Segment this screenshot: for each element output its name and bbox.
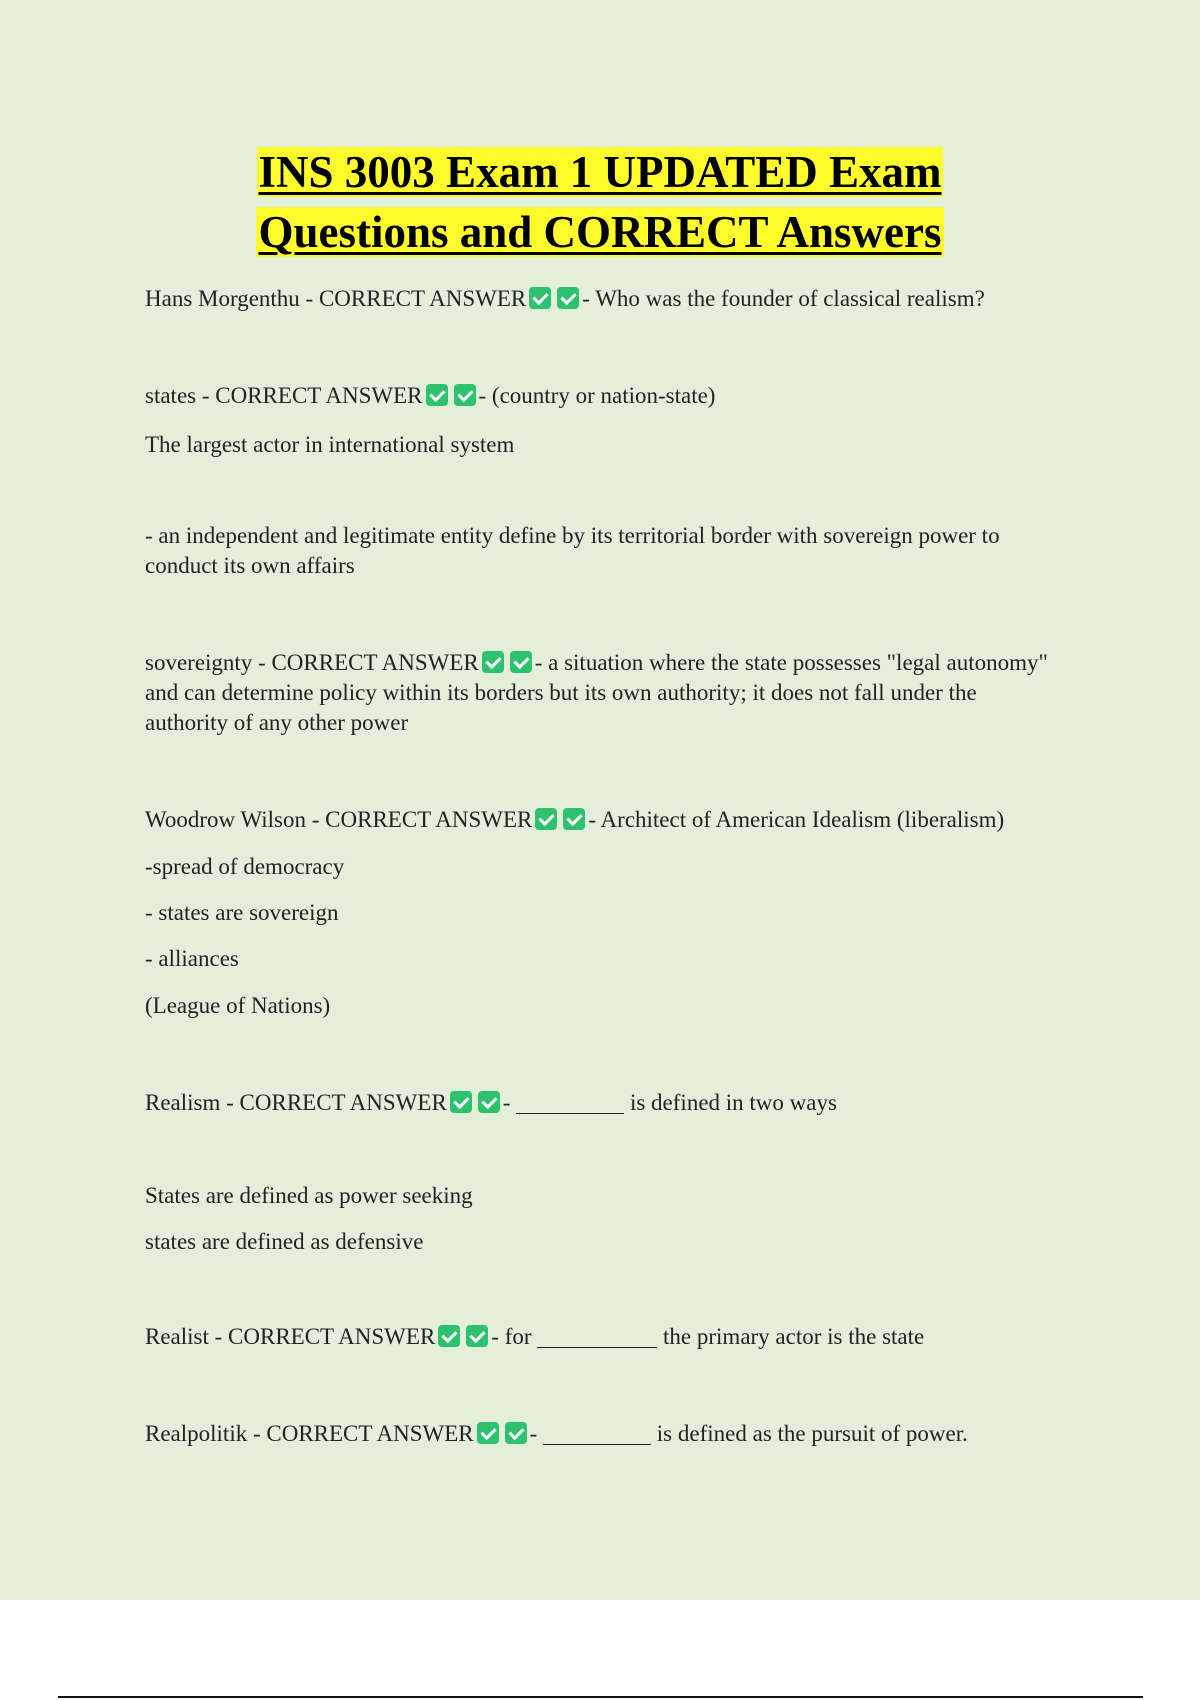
check-box-icon [466, 1325, 488, 1347]
check-box-icon [426, 384, 448, 406]
check-box-icon [510, 651, 532, 673]
qa-answer: - (country or nation-state) [478, 383, 716, 408]
qa-extra-line: (League of Nations) [145, 993, 331, 1018]
answer-blank [516, 1091, 624, 1114]
qa-item-4 [145, 805, 1065, 835]
document-title [0, 142, 1200, 262]
qa-item-2 [145, 381, 1065, 411]
check-box-icon [438, 1325, 460, 1347]
check-box-icon [450, 1091, 472, 1113]
qa-term: sovereignty - CORRECT ANSWER [145, 650, 479, 675]
qa-extra-line: -spread of democracy [145, 854, 345, 879]
footer-rule [58, 1696, 1143, 1698]
qa-item-5 [145, 1088, 1065, 1118]
answer-blank [543, 1422, 651, 1445]
qa-item-6 [145, 1322, 1065, 1352]
check-box-icon [505, 1422, 527, 1444]
qa-extra-line: - an independent and legitimate entity define by its territorial border with sovereign power to conduct its own affairs [145, 523, 1000, 578]
check-box-icon [478, 1091, 500, 1113]
qa-extra-line: - alliances [145, 946, 239, 971]
qa-answer-post: is defined as the pursuit of power. [651, 1421, 968, 1446]
qa-term: states - CORRECT ANSWER [145, 383, 423, 408]
check-box-icon [482, 651, 504, 673]
qa-extra-line: states are defined as defensive [145, 1229, 424, 1254]
qa-term: Woodrow Wilson - CORRECT ANSWER [145, 807, 533, 832]
qa-term: Realist - CORRECT ANSWER [145, 1324, 436, 1349]
check-box-icon [535, 808, 557, 830]
qa-item-1 [145, 284, 1065, 314]
check-box-icon [454, 384, 476, 406]
check-box-icon [557, 287, 579, 309]
qa-answer-post: the primary actor is the state [657, 1324, 925, 1349]
qa-answer: - Who was the founder of classical realism? [582, 286, 985, 311]
qa-answer-pre: - [502, 1090, 517, 1115]
title-line-2: Questions and CORRECT Answers [258, 207, 942, 257]
qa-answer-pre: - for [491, 1324, 538, 1349]
qa-extra-line: - states are sovereign [145, 900, 339, 925]
check-box-icon [563, 808, 585, 830]
check-box-icon [529, 287, 551, 309]
qa-answer-post: is defined in two ways [624, 1090, 837, 1115]
qa-extra-line: States are defined as power seeking [145, 1183, 473, 1208]
qa-term: Realpolitik - CORRECT ANSWER [145, 1421, 474, 1446]
qa-answer: - a situation where the state possesses "legal autonomy" and can determine policy within its borders but its own authority; it does not fall under the authority of any other power [145, 650, 1048, 735]
qa-answer: - Architect of American Idealism (liberalism) [588, 807, 1005, 832]
title-line-1: INS 3003 Exam 1 UPDATED Exam [258, 147, 942, 197]
qa-item-7 [145, 1419, 1065, 1449]
answer-blank [537, 1325, 657, 1348]
check-box-icon [477, 1422, 499, 1444]
qa-answer-pre: - [529, 1421, 544, 1446]
qa-extra-line: The largest actor in international system [145, 432, 515, 457]
qa-term: Hans Morgenthu - CORRECT ANSWER [145, 286, 527, 311]
qa-term: Realism - CORRECT ANSWER [145, 1090, 447, 1115]
qa-item-3 [145, 648, 1065, 738]
